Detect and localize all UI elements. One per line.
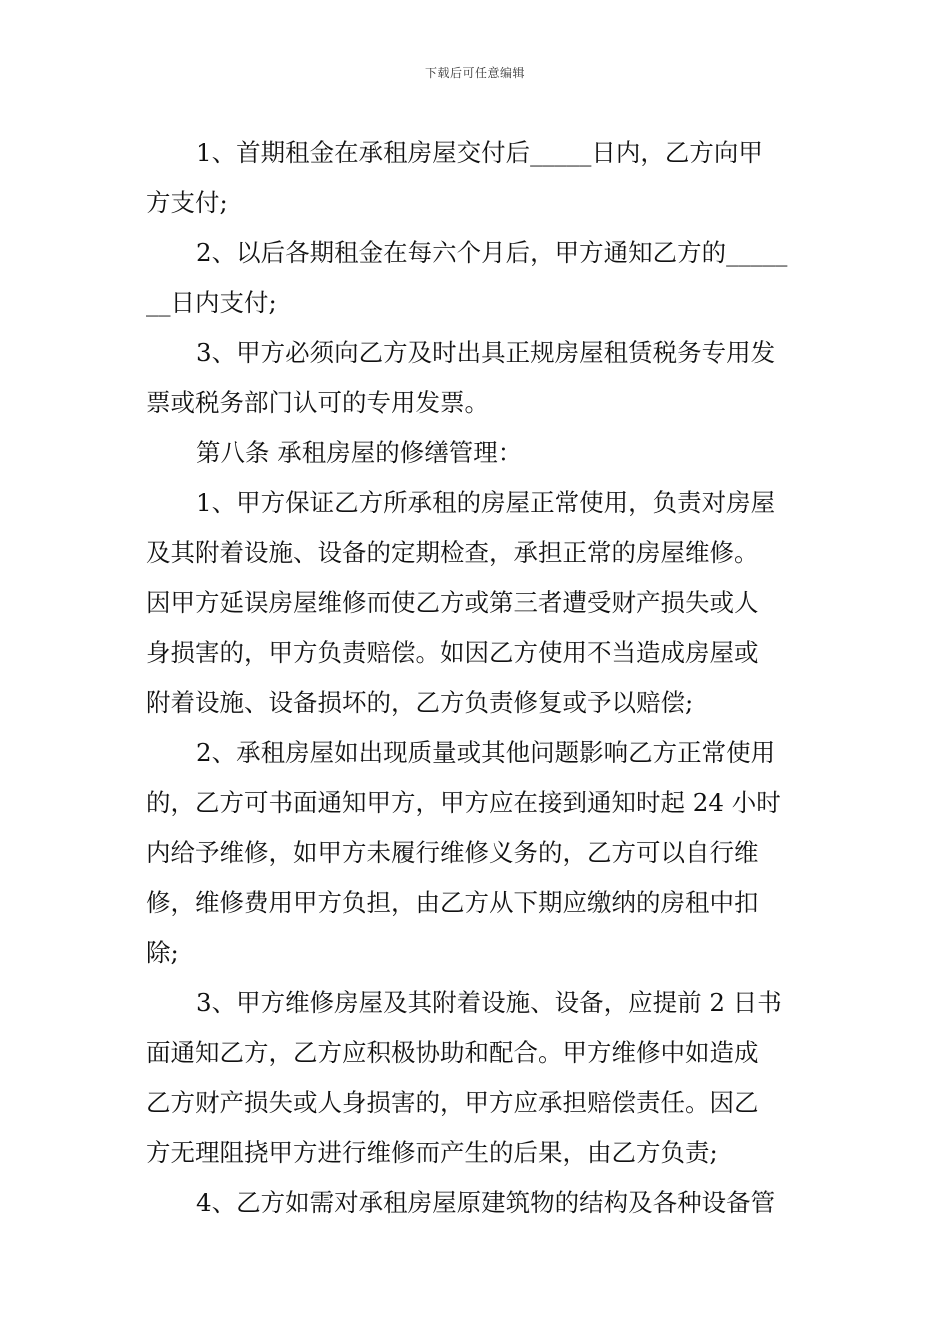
text-line: 4、乙方如需对承租房屋原建筑物的结构及各种设备管 [196,1188,776,1217]
text-line: 面通知乙方，乙方应积极协助和配合。甲方维修中如造成 [146,1038,759,1067]
text-line: 票或税务部门认可的专用发票。 [146,388,489,417]
text-line: 方无理阻挠甲方进行维修而产生的后果，由乙方负责; [146,1138,718,1167]
text-line: __日内支付; [146,288,277,317]
text-line: 3、甲方必须向乙方及时出具正规房屋租赁税务专用发 [196,338,776,367]
text-line: 附着设施、设备损坏的，乙方负责修复或予以赔偿; [146,688,694,717]
text-line: 因甲方延误房屋维修而使乙方或第三者遭受财产损失或人 [146,588,759,617]
text-line: 2、以后各期租金在每六个月后，甲方通知乙方的_____ [196,238,788,267]
text-line: 3、甲方维修房屋及其附着设施、设备，应提前 2 日书 [196,988,782,1017]
text-line: 乙方财产损失或人身损害的，甲方应承担赔偿责任。因乙 [146,1088,759,1117]
text-line: 1、甲方保证乙方所承租的房屋正常使用，负责对房屋 [196,488,776,517]
text-line: 及其附着设施、设备的定期检查，承担正常的房屋维修。 [146,538,759,567]
text-line: 内给予维修，如甲方未履行维修义务的，乙方可以自行维 [146,838,759,867]
text-line: 1、首期租金在承租房屋交付后_____日内，乙方向甲 [196,138,763,167]
text-line: 方支付; [146,188,228,217]
page-header: 下载后可任意编辑 [424,66,525,80]
text-line: 除; [146,938,179,967]
text-line: 修，维修费用甲方负担，由乙方从下期应缴纳的房租中扣 [146,888,759,917]
text-line: 身损害的，甲方负责赔偿。如因乙方使用不当造成房屋或 [146,638,759,667]
text-line: 的，乙方可书面通知甲方，甲方应在接到通知时起 24 小时 [146,788,781,817]
document-body [146,128,808,1228]
text-line: 2、承租房屋如出现质量或其他问题影响乙方正常使用 [196,738,776,767]
section-heading: 第八条 承租房屋的修缮管理： [196,438,523,467]
